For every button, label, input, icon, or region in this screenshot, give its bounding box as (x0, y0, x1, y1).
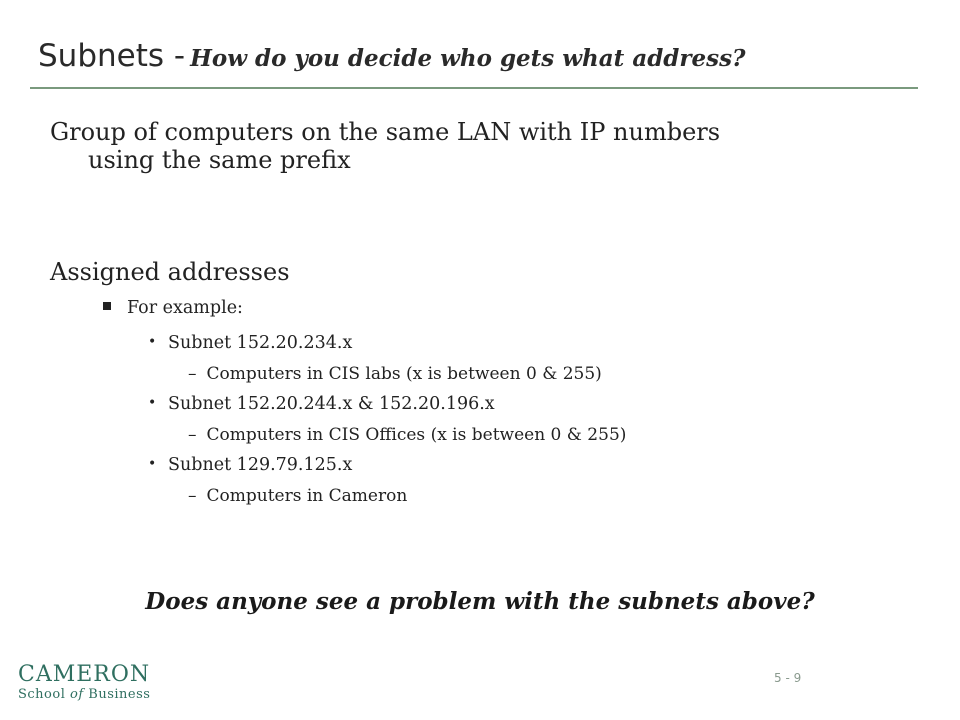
subnet-item (148, 394, 495, 414)
subnet-item (148, 455, 352, 475)
title-divider (30, 87, 918, 89)
subnet-item (148, 333, 352, 353)
paragraph-line-2: using the same prefix (88, 146, 351, 174)
discussion-question: Does anyone see a problem with the subnets above? (145, 588, 815, 615)
bullet-icon: • (148, 395, 157, 411)
paragraph-line-1: Group of computers on the same LAN with IP numbers (50, 118, 721, 146)
subnet-name: Subnet 129.79.125.x (168, 455, 353, 475)
title-subtitle: How do you decide who gets what address? (190, 45, 746, 72)
cameron-logo (18, 664, 150, 704)
dash-icon: – (188, 486, 197, 506)
subnet-detail (188, 425, 626, 445)
logo-wordmark: CAMERON (18, 662, 151, 687)
logo-business: Business (88, 687, 151, 702)
title-main: Subnets - (38, 38, 186, 74)
dash-icon: – (188, 364, 197, 384)
subnet-detail (188, 364, 602, 384)
subnet-name: Subnet 152.20.244.x & 152.20.196.x (168, 394, 495, 414)
example-label: For example: (127, 298, 243, 318)
subnet-detail-text: Computers in CIS Offices (x is between 0 & 255) (206, 425, 627, 445)
logo-school: School (18, 687, 66, 702)
paragraph-subnet-definition (50, 118, 870, 174)
bullet-icon: • (148, 334, 157, 350)
square-bullet-icon (103, 302, 111, 310)
logo-subtitle (18, 686, 150, 704)
logo-of: of (70, 687, 84, 702)
example-bullet (103, 298, 243, 318)
subnet-detail (188, 486, 407, 506)
subnet-detail-text: Computers in Cameron (206, 486, 408, 506)
slide-title (38, 38, 746, 74)
page-number: 5 - 9 (774, 671, 802, 685)
dash-icon: – (188, 425, 197, 445)
bullet-icon: • (148, 456, 157, 472)
paragraph-assigned-addresses: Assigned addresses (50, 258, 290, 286)
subnet-detail-text: Computers in CIS labs (x is between 0 & 255) (206, 364, 602, 384)
subnet-name: Subnet 152.20.234.x (168, 333, 353, 353)
